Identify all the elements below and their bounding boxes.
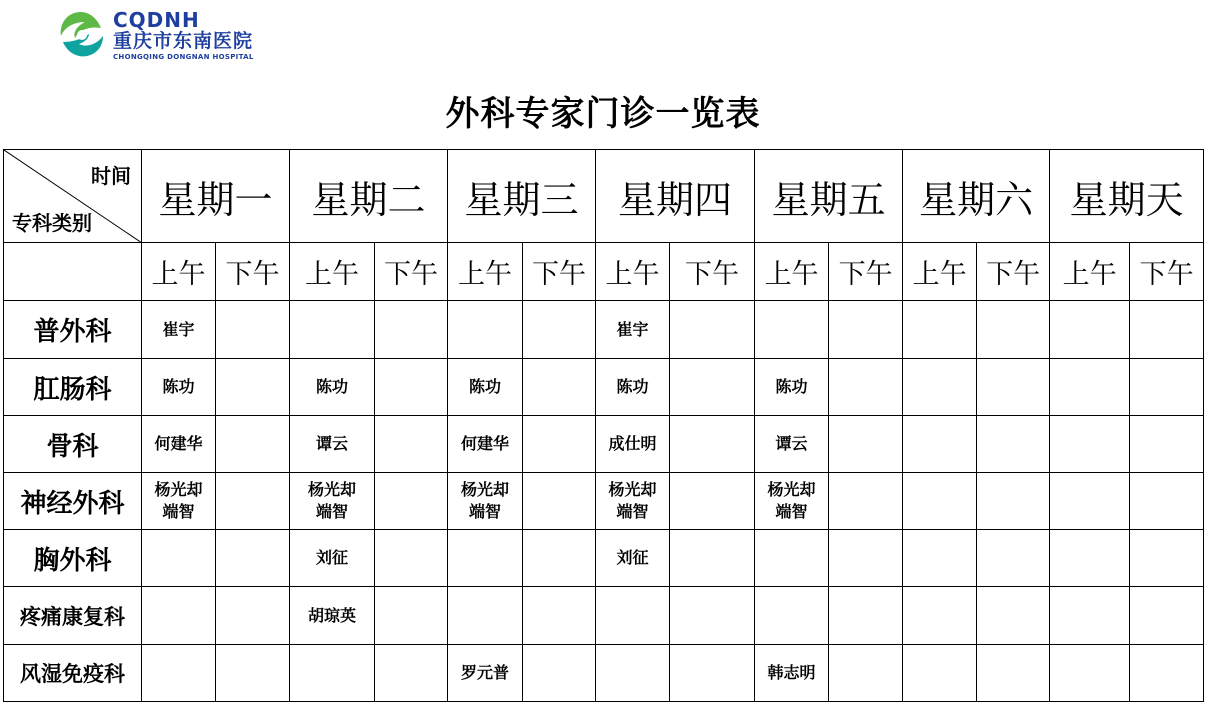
doctor-cell — [290, 587, 375, 645]
doctor-name: 陈功 — [316, 377, 349, 396]
morning-header: 上午 — [755, 243, 829, 301]
doctor-cell — [829, 359, 903, 416]
doctor-name: 杨光却 — [308, 480, 357, 499]
doctor-cell — [523, 301, 596, 359]
doctor-name: 崔宇 — [616, 319, 649, 339]
doctor-name: 端智 — [775, 502, 808, 521]
day-header: 星期二 — [290, 150, 448, 243]
doctor-cell — [523, 416, 596, 473]
department-name: 风湿免疫科 — [4, 645, 142, 702]
doctor-cell — [670, 416, 755, 473]
doctor-cell — [829, 587, 903, 645]
doctor-cell — [523, 587, 596, 645]
table-row — [4, 530, 1204, 587]
page-title: 外科专家门诊一览表 — [445, 94, 761, 134]
doctor-name: 崔宇 — [162, 319, 195, 339]
doctor-cell — [523, 530, 596, 587]
doctor-cell — [448, 530, 523, 587]
doctor-cell — [903, 359, 977, 416]
doctor-cell — [1130, 473, 1204, 530]
doctor-cell — [903, 416, 977, 473]
doctor-cell — [755, 416, 829, 473]
corner-header-cell — [4, 150, 142, 243]
afternoon-header: 下午 — [1130, 243, 1204, 301]
morning-header: 上午 — [596, 243, 670, 301]
doctor-cell — [977, 473, 1050, 530]
doctor-name: 陈功 — [162, 377, 195, 396]
doctor-cell — [290, 416, 375, 473]
doctor-cell — [829, 645, 903, 702]
day-header: 星期一 — [142, 150, 290, 243]
doctor-cell — [375, 301, 448, 359]
doctor-cell — [596, 416, 670, 473]
table-row — [4, 359, 1204, 416]
doctor-cell — [977, 530, 1050, 587]
doctor-cell — [755, 359, 829, 416]
doctor-cell — [903, 530, 977, 587]
doctor-cell — [1130, 530, 1204, 587]
doctor-cell — [290, 301, 375, 359]
doctor-cell — [375, 473, 448, 530]
doctor-cell — [142, 645, 216, 702]
doctor-cell — [977, 416, 1050, 473]
doctor-name: 谭云 — [775, 434, 808, 453]
doctor-cell — [142, 416, 216, 473]
doctor-name: 陈功 — [775, 377, 808, 396]
doctor-name: 端智 — [469, 502, 502, 521]
doctor-cell — [670, 359, 755, 416]
doctor-cell — [829, 416, 903, 473]
department-header-label: 专科类别 — [12, 211, 92, 235]
doctor-name: 韩志明 — [767, 663, 816, 682]
doctor-cell — [755, 301, 829, 359]
afternoon-header: 下午 — [977, 243, 1050, 301]
doctor-name: 何建华 — [154, 434, 203, 453]
doctor-name: 何建华 — [461, 434, 510, 453]
doctor-cell — [903, 473, 977, 530]
afternoon-header: 下午 — [829, 243, 903, 301]
doctor-name: 胡琼英 — [308, 605, 357, 625]
logo-english-name: CHONGQING DONGNAN HOSPITAL — [113, 53, 254, 61]
doctor-cell — [829, 301, 903, 359]
doctor-name: 谭云 — [316, 434, 349, 453]
doctor-cell — [375, 416, 448, 473]
doctor-cell — [596, 587, 670, 645]
doctor-cell — [142, 473, 216, 530]
doctor-cell — [670, 473, 755, 530]
doctor-cell — [216, 301, 290, 359]
doctor-name: 陈功 — [616, 377, 649, 396]
doctor-cell — [523, 473, 596, 530]
morning-header: 上午 — [290, 243, 375, 301]
doctor-cell — [670, 301, 755, 359]
doctor-name: 端智 — [316, 502, 349, 521]
doctor-cell — [903, 587, 977, 645]
day-header: 星期三 — [448, 150, 596, 243]
morning-header: 上午 — [448, 243, 523, 301]
doctor-cell — [290, 530, 375, 587]
doctor-cell — [903, 645, 977, 702]
doctor-cell — [977, 587, 1050, 645]
doctor-cell — [1130, 301, 1204, 359]
doctor-cell — [142, 359, 216, 416]
afternoon-header: 下午 — [375, 243, 448, 301]
doctor-cell — [829, 530, 903, 587]
empty-header-cell — [4, 243, 142, 301]
doctor-cell — [596, 359, 670, 416]
morning-header: 上午 — [903, 243, 977, 301]
doctor-cell — [829, 473, 903, 530]
department-name: 神经外科 — [4, 473, 142, 530]
table-row — [4, 645, 1204, 702]
doctor-cell — [523, 645, 596, 702]
doctor-cell — [375, 359, 448, 416]
doctor-cell — [448, 359, 523, 416]
morning-header: 上午 — [142, 243, 216, 301]
doctor-cell — [290, 359, 375, 416]
doctor-cell — [1050, 587, 1130, 645]
doctor-cell — [375, 645, 448, 702]
doctor-cell — [216, 645, 290, 702]
doctor-cell — [903, 301, 977, 359]
doctor-cell — [375, 530, 448, 587]
doctor-cell — [142, 301, 216, 359]
table-row — [4, 587, 1204, 645]
doctor-cell — [1130, 587, 1204, 645]
doctor-cell — [670, 530, 755, 587]
doctor-cell — [670, 645, 755, 702]
doctor-name: 成仕明 — [608, 434, 657, 453]
doctor-name: 陈功 — [469, 377, 502, 396]
doctor-name: 杨光却 — [608, 480, 657, 499]
doctor-cell — [1050, 301, 1130, 359]
department-name: 胸外科 — [4, 530, 142, 587]
doctor-cell — [1050, 359, 1130, 416]
doctor-cell — [448, 301, 523, 359]
doctor-cell — [1050, 645, 1130, 702]
doctor-cell — [1130, 645, 1204, 702]
table-row — [4, 301, 1204, 359]
doctor-cell — [977, 359, 1050, 416]
doctor-cell — [375, 587, 448, 645]
doctor-name: 刘征 — [316, 548, 349, 567]
day-header: 星期天 — [1050, 150, 1204, 243]
morning-header: 上午 — [1050, 243, 1130, 301]
doctor-cell — [448, 587, 523, 645]
doctor-name: 杨光却 — [154, 480, 203, 499]
doctor-cell — [755, 530, 829, 587]
table-row — [4, 416, 1204, 473]
doctor-cell — [596, 301, 670, 359]
logo-abbreviation: CQDNH — [113, 8, 200, 32]
outpatient-schedule-table — [3, 149, 1204, 702]
hospital-logo — [55, 8, 285, 63]
doctor-cell — [1050, 416, 1130, 473]
doctor-cell — [448, 473, 523, 530]
doctor-cell — [977, 301, 1050, 359]
doctor-cell — [670, 587, 755, 645]
doctor-name: 端智 — [616, 502, 649, 521]
day-header: 星期五 — [755, 150, 903, 243]
department-name: 肛肠科 — [4, 359, 142, 416]
doctor-cell — [755, 645, 829, 702]
doctor-name: 罗元普 — [461, 663, 510, 682]
doctor-cell — [977, 645, 1050, 702]
doctor-cell — [448, 416, 523, 473]
afternoon-header: 下午 — [670, 243, 755, 301]
doctor-name: 杨光却 — [461, 480, 510, 499]
afternoon-header: 下午 — [216, 243, 290, 301]
doctor-cell — [596, 473, 670, 530]
doctor-cell — [596, 530, 670, 587]
doctor-cell — [216, 530, 290, 587]
doctor-cell — [290, 473, 375, 530]
table-row — [4, 473, 1204, 530]
doctor-cell — [448, 645, 523, 702]
day-header: 星期六 — [903, 150, 1050, 243]
doctor-cell — [1130, 359, 1204, 416]
doctor-cell — [216, 416, 290, 473]
department-name: 普外科 — [4, 301, 142, 359]
doctor-name: 刘征 — [616, 548, 649, 567]
doctor-cell — [290, 645, 375, 702]
doctor-cell — [1050, 530, 1130, 587]
hospital-emblem-icon — [55, 8, 107, 60]
doctor-cell — [216, 587, 290, 645]
doctor-cell — [216, 473, 290, 530]
doctor-name: 端智 — [162, 502, 195, 521]
doctor-cell — [216, 359, 290, 416]
doctor-cell — [1130, 416, 1204, 473]
time-header-label: 时间 — [91, 164, 131, 188]
department-name: 骨科 — [4, 416, 142, 473]
afternoon-header: 下午 — [523, 243, 596, 301]
doctor-cell — [142, 587, 216, 645]
department-name: 疼痛康复科 — [4, 587, 142, 645]
doctor-cell — [142, 530, 216, 587]
doctor-cell — [755, 587, 829, 645]
doctor-cell — [596, 645, 670, 702]
doctor-cell — [755, 473, 829, 530]
day-header: 星期四 — [596, 150, 755, 243]
doctor-name: 杨光却 — [767, 480, 816, 499]
logo-chinese-name: 重庆市东南医院 — [113, 30, 254, 52]
doctor-cell — [1050, 473, 1130, 530]
doctor-cell — [523, 359, 596, 416]
